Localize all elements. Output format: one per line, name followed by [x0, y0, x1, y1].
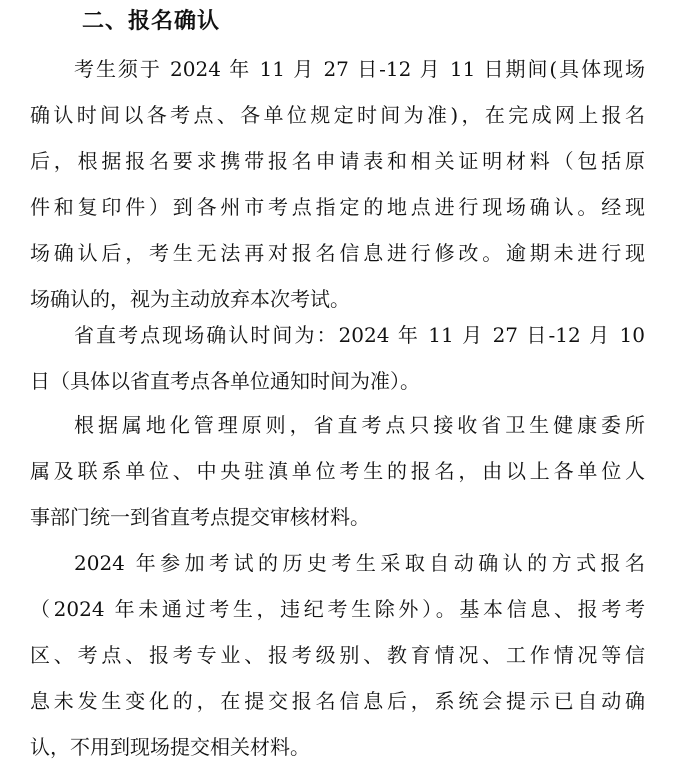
text-line: 考生须于 2024 年 11 月 27 日-12 月 11 日期间(具体现场	[74, 57, 645, 81]
paragraph-territorial-management	[30, 402, 645, 540]
text-line: 件和复印件）到各州市考点指定的地点进行现场确认。经现	[30, 195, 645, 219]
section-heading: 二、报名确认	[82, 9, 221, 34]
text-line: 事部门统一到省直考点提交审核材料。	[30, 505, 370, 529]
text-line: 认，不用到现场提交相关材料。	[30, 735, 310, 759]
paragraph-automatic-confirmation	[30, 540, 645, 770]
text-line: 后，根据报名要求携带报名申请表和相关证明材料（包括原	[30, 149, 645, 173]
paragraph-confirmation-period	[30, 46, 645, 322]
text-line: 区、考点、报考专业、报考级别、教育情况、工作情况等信	[30, 643, 645, 667]
text-line: 根据属地化管理原则，省直考点只接收省卫生健康委所	[74, 413, 645, 437]
text-line: 场确认后，考生无法再对报名信息进行修改。逾期未进行现	[30, 241, 645, 265]
paragraph-provincial-confirmation-time	[30, 312, 645, 404]
text-line: 息未发生变化的，在提交报名信息后，系统会提示已自动确	[30, 689, 645, 713]
text-line: 确认时间以各考点、各单位规定时间为准)，在完成网上报名	[30, 103, 645, 127]
text-line: （2024 年未通过考生，违纪考生除外）。基本信息、报考考	[30, 597, 645, 621]
text-line: 省直考点现场确认时间为：2024 年 11 月 27 日-12 月 10	[74, 323, 645, 347]
text-line: 场确认的，视为主动放弃本次考试。	[30, 287, 350, 311]
text-line: 2024 年参加考试的历史考生采取自动确认的方式报名	[74, 551, 645, 575]
text-line: 日（具体以省直考点各单位通知时间为准）。	[30, 369, 420, 393]
text-line: 属及联系单位、中央驻滇单位考生的报名，由以上各单位人	[30, 459, 645, 483]
